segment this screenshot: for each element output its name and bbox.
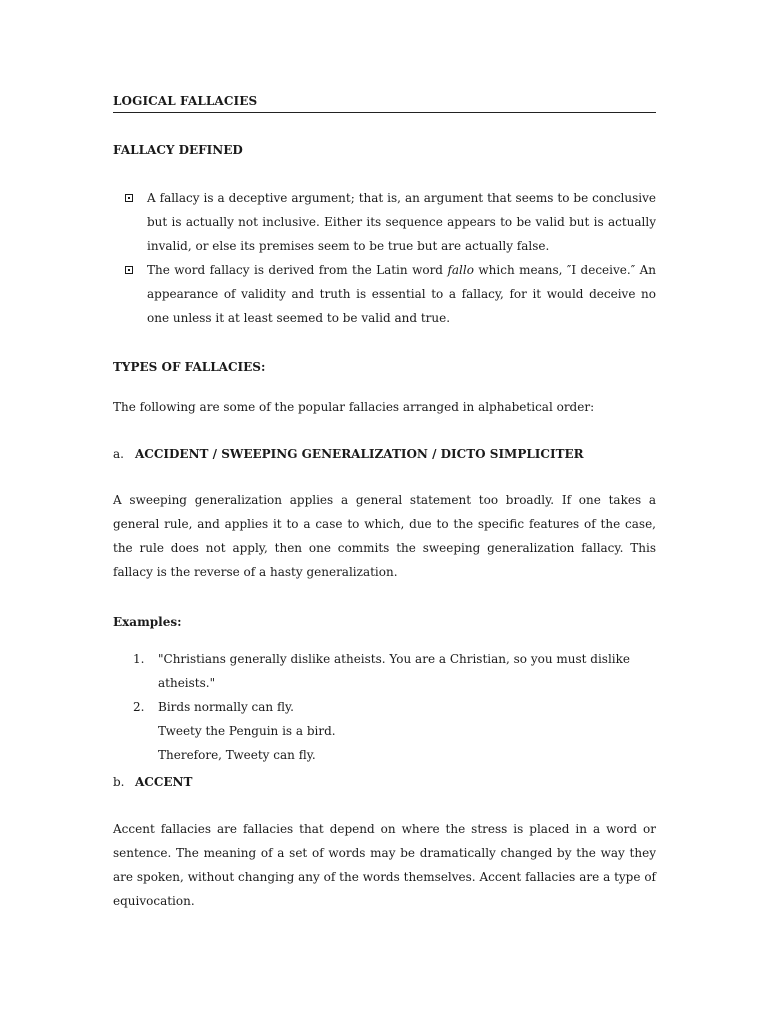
example-line: Therefore, Tweety can fly. [158, 748, 316, 762]
definition-bullets [113, 186, 656, 330]
list-item [133, 695, 653, 767]
section-letter: b. [113, 775, 125, 789]
document-page [113, 94, 657, 908]
list-number: 1. [133, 652, 145, 666]
section-b-heading [113, 775, 192, 789]
section-title: ACCIDENT / SWEEPING GENERALIZATION / DICTO SIMPLICITER [135, 447, 584, 461]
section-b-body: Accent fallacies are fallacies that depend on where the stress is placed in a word or sentence. The meaning of a set of words may be dramatically changed by the way they are spoken, without changing any of the words themselves. Accent fallacies are a type of equivocation. [113, 822, 656, 908]
bullet-text: A fallacy is a deceptive argument; that is, an argument that seems to be conclusive but is actually not inclusive. Either its sequence appears to be valid but is actually invalid, or else its premises seem to be true but are actually false. [147, 191, 656, 253]
bullet-text: The word fallacy is derived from the Latin word fallo which means, ″I deceive.″ An appearance of validity and truth is essential to a fallacy, for it would deceive no one unless it at least seemed to be valid and true. [147, 263, 657, 325]
section-letter: a. [113, 447, 124, 461]
square-bullet-icon [125, 194, 133, 202]
heading-types-of-fallacies: TYPES OF FALLACIES: [113, 360, 266, 374]
types-intro: The following are some of the popular fallacies arranged in alphabetical order: [113, 400, 595, 414]
heading-fallacy-defined: FALLACY DEFINED [113, 143, 243, 157]
examples-list [133, 647, 653, 767]
list-item [133, 647, 653, 695]
example-line: Birds normally can fly. [158, 700, 294, 714]
square-bullet-icon [125, 266, 133, 274]
latin-word: fallo [447, 263, 474, 277]
document-title: LOGICAL FALLACIES [113, 94, 656, 113]
list-number: 2. [133, 700, 145, 714]
section-a-heading [113, 447, 584, 461]
examples-label: Examples: [113, 615, 182, 629]
section-title: ACCENT [135, 775, 193, 789]
example-text: "Christians generally dislike atheists. You are a Christian, so you must dislike atheists." [158, 652, 631, 690]
bullet-item [113, 186, 656, 258]
bullet-item [113, 258, 656, 330]
example-line: Tweety the Penguin is a bird. [158, 724, 336, 738]
section-a-body: A sweeping generalization applies a general statement too broadly. If one takes a general rule, and applies it to a case to which, due to the specific features of the case, the rule does not apply, then one commits the sweeping generalization fallacy. This fallacy is the reverse of a hasty generalization. [113, 493, 656, 579]
